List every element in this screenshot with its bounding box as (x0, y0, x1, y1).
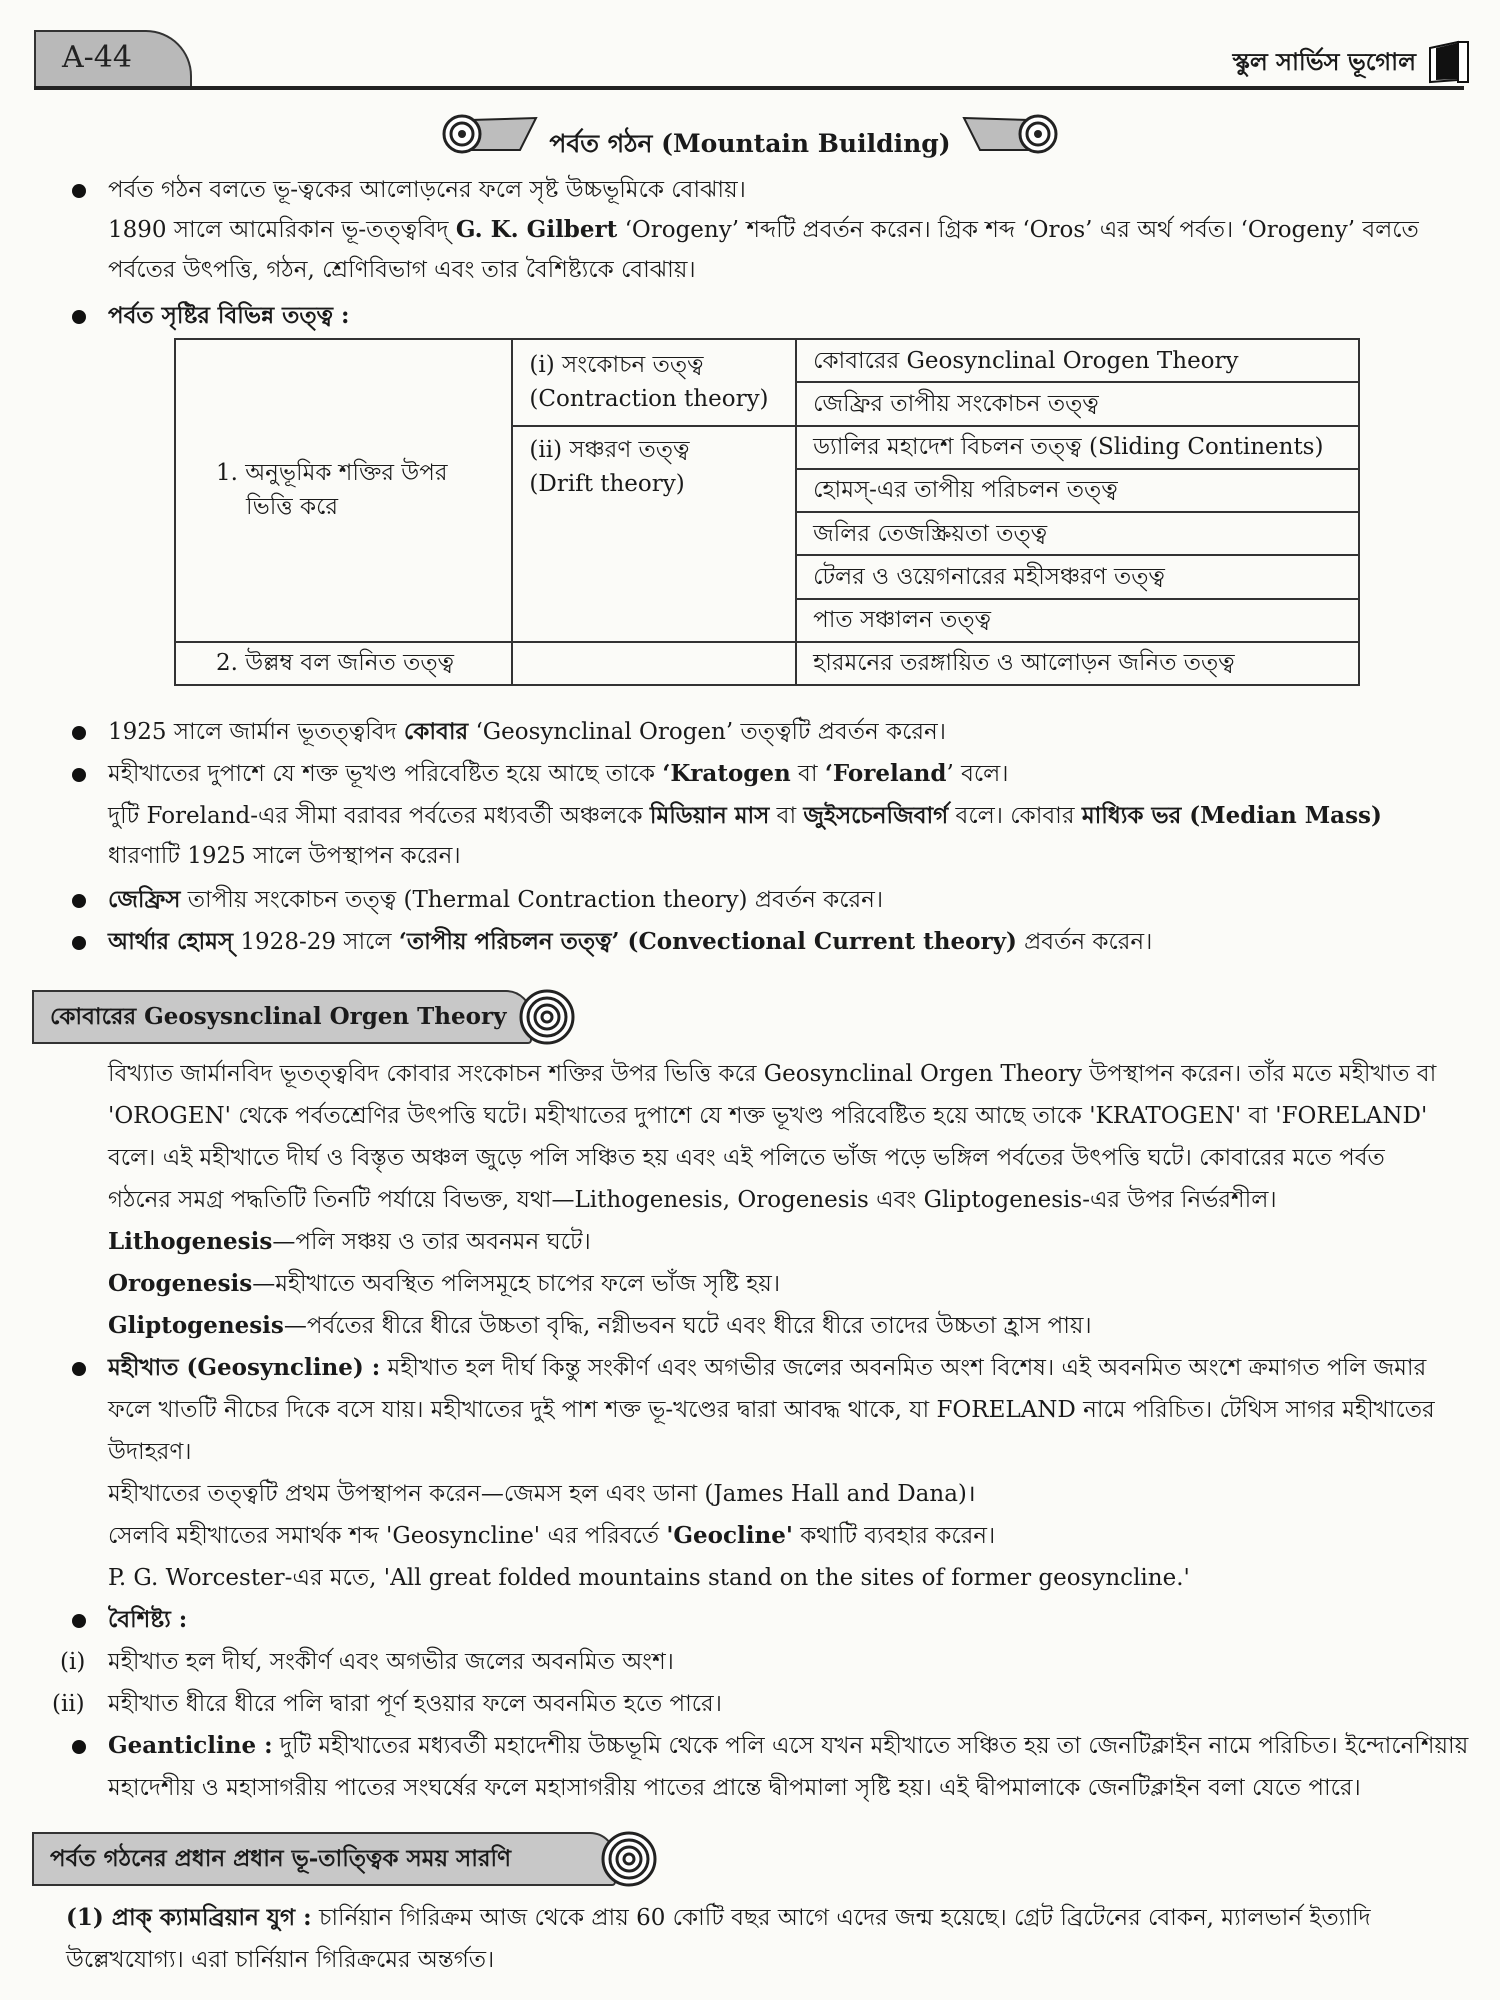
text-run: 1925 সালে জার্মান ভূতত্ত্ববিদ (108, 719, 404, 745)
fact-holmes (108, 922, 1152, 962)
bold-run: Gliptogenesis (108, 1312, 284, 1339)
bold-run: Orogenesis (108, 1270, 253, 1297)
bold-run: জেফ্রিস (108, 886, 181, 913)
fact-kratogen (108, 754, 1008, 794)
theory-cell: জলির তেজস্ক্রিয়তা তত্ত্ব (796, 512, 1359, 555)
coil-ornament-icon (600, 1830, 658, 1888)
bullet-icon (72, 936, 86, 950)
subcategory-drift (512, 426, 796, 642)
theory-cell: পাত সঞ্চালন তত্ত্ব (796, 599, 1359, 642)
bold-run: (1) প্রাক্ ক্যামব্রিয়ান যুগ : (66, 1904, 312, 1931)
subcategory-label: (i) সংকোচন তত্ত্ব (529, 352, 704, 379)
book-title: স্কুল সার্ভিস ভূগোল (1232, 47, 1416, 76)
text-run: ‘Orogeny’ শব্দটি প্রবর্তন করেন। গ্রিক শব্দ ‘Oros’ এর অর্থ পর্বত। ‘Orogeny’ বলতে (617, 217, 1419, 243)
timescale-line-1 (66, 1898, 1371, 1938)
geosyncline-line-3: উদাহরণ। (108, 1439, 192, 1465)
bold-run: কোবার (403, 718, 469, 745)
geosyncline-line-5 (108, 1516, 995, 1556)
geosyncline-line-1 (108, 1348, 1426, 1388)
bullet-icon (72, 894, 86, 908)
bold-run: ‘Kratogen (662, 760, 791, 787)
subcategory-contraction (512, 339, 796, 426)
bold-run: ‘তাপীয় পরিচলন তত্ত্ব’ (Convectional Current theory) (398, 928, 1017, 955)
scroll-ornament-right-icon (960, 112, 1060, 156)
text-run: 1890 সালে আমেরিকান ভূ-তত্ত্ববিদ্ (108, 217, 456, 243)
category-vertical: 2. উল্লম্ব বল জনিত তত্ত্ব (175, 642, 512, 685)
feature-number: (i) (60, 1649, 86, 1675)
text-run: দুটি মহীখাতের মধ্যবর্তী মহাদেশীয় উচ্চভূমি থেকে পলি এসে যখন মহীখাতে সঞ্চিত হয় তা জেনটিক্লাইন নামে পরিচিত। ইন্দোনেশিয়ায় (272, 1733, 1469, 1759)
theory-cell: হোমস্-এর তাপীয় পরিচলন তত্ত্ব (796, 469, 1359, 512)
intro-line-3: পর্বতের উৎপত্তি, গঠন, শ্রেণিবিভাগ এবং তার বৈশিষ্ট্যকে বোঝায়। (108, 257, 696, 283)
geosyncline-line-6: P. G. Worcester-এর মতে, 'All great folded mountains stand on the sites of former geosyncline.' (108, 1565, 1190, 1591)
category-horizontal (175, 339, 512, 642)
bold-run: 'Geocline' (666, 1522, 793, 1549)
subcategory-label: (Drift theory) (529, 470, 685, 497)
empty-cell (512, 642, 796, 685)
bullet-icon (72, 1362, 86, 1376)
bold-run: Lithogenesis (108, 1228, 273, 1255)
kober-para-line-1: বিখ্যাত জার্মানবিদ ভূতত্ত্ববিদ কোবার সংকোচন শক্তির উপর ভিত্তি করে Geosynclinal Orgen Theory উপস্থাপন করেন। তাঁর মতে মহীখাত বা (108, 1061, 1437, 1087)
text-run: বলে। কোবার (948, 803, 1082, 829)
text-run: প্রবর্তন করেন। (1016, 929, 1153, 955)
bullet-icon (72, 184, 86, 198)
geosyncline-line-4: মহীখাতের তত্ত্বটি প্রথম উপস্থাপন করেন—জেমস হল এবং ডানা (James Hall and Dana)। (108, 1481, 976, 1507)
geosyncline-line-2: ফলে খাতটি নীচের দিকে বসে যায়। মহীখাতের দুই পাশ শক্ত ভূ-খণ্ডের দ্বারা আবদ্ধ থাকে, যা FORELAND নামে পরিচিত। টেথিস সাগর মহীখাতের (108, 1397, 1435, 1423)
intro-line-2 (108, 210, 1419, 250)
stage-gliptogenesis (108, 1306, 1092, 1346)
features-heading: বৈশিষ্ট্য : (108, 1606, 188, 1633)
theory-cell: ড্যালির মহাদেশ বিচলন তত্ত্ব (Sliding Continents) (796, 426, 1359, 469)
fact-kober (108, 712, 946, 752)
bold-run: মহীখাত (Geosyncline) : (108, 1354, 381, 1381)
text-run: সেলবি মহীখাতের সমার্থক শব্দ 'Geosyncline' এর পরিবর্তে (108, 1523, 667, 1549)
timescale-banner: পর্বত গঠনের প্রধান প্রধান ভূ-তাত্ত্বিক সময় সারণি (32, 1832, 616, 1886)
bold-run: জুইসচেনজিবার্গ (803, 802, 949, 829)
fact-jeffreys (108, 880, 883, 920)
text-run: চার্নিয়ান গিরিক্রম আজ থেকে প্রায় 60 কোটি বছর আগে এদের জন্ম হয়েছে। গ্রেট ব্রিটেনের বোকন, ম্যালভার্ন ইত্যাদি (311, 1905, 1371, 1931)
kober-banner: কোবারের Geosysnclinal Orgen Theory (32, 990, 532, 1044)
fact-median-mass-cont: ধারণাটি 1925 সালে উপস্থাপন করেন। (108, 843, 461, 869)
bullet-icon (72, 1740, 86, 1754)
text-run: ’ বলে। (946, 761, 1009, 787)
subcategory-label: (Contraction theory) (529, 386, 769, 413)
kober-para-line-4: গঠনের সমগ্র পদ্ধতিটি তিনটি পর্যায়ে বিভক্ত, যথা—Lithogenesis, Orogenesis এবং Gliptogenesis-এর উপর নির্ভরশীল। (108, 1187, 1277, 1213)
geanticline-line-2: মহাদেশীয় ও মহাসাগরীয় পাতের সংঘর্ষের ফলে মহাসাগরীয় পাতের প্রান্তে দ্বীপমালা সৃষ্টি হয়। এই দ্বীপমালাকে জেনটিক্লাইন বলা যেতে পারে। (108, 1775, 1361, 1801)
feature-item: মহীখাত ধীরে ধীরে পলি দ্বারা পূর্ণ হওয়ার ফলে অবনমিত হতে পারে। (108, 1691, 722, 1717)
feature-item: মহীখাত হল দীর্ঘ, সংকীর্ণ এবং অগভীর জলের অবনমিত অংশ। (108, 1649, 674, 1675)
kober-para-line-3: বলে। এই মহীখাতে দীর্ঘ ও বিস্তৃত অঞ্চল জুড়ে পলি সঞ্চিত হয় এবং এই পলিতে ভাঁজ পড়ে ভঙ্গিল পর্বতের উৎপত্তি ঘটে। কোবারের মতে পর্বত (108, 1145, 1385, 1171)
text-run: —পলি সঞ্চয় ও তার অবনমন ঘটে। (272, 1229, 591, 1255)
theories-heading: পর্বত সৃষ্টির বিভিন্ন তত্ত্ব : (108, 302, 350, 329)
fact-median-mass (108, 796, 1382, 836)
text-run: বা (769, 803, 804, 829)
timescale-line-2: উল্লেখযোগ্য। এরা চার্নিয়ান গিরিক্রমের অন্তর্গত। (66, 1947, 495, 1973)
text-run: দুটি Foreland-এর সীমা বরাবর পর্বতের মধ্যবর্তী অঞ্চলকে (108, 803, 650, 829)
feature-number: (ii) (52, 1691, 85, 1717)
text-run: ‘Geosynclinal Orogen’ তত্ত্বটি প্রবর্তন করেন। (468, 719, 946, 745)
page-code: A-44 (62, 40, 132, 75)
text-run: তাপীয় সংকোচন তত্ত্ব (Thermal Contraction theory) প্রবর্তন করেন। (180, 887, 884, 913)
bold-run: আর্থার হোমস্ (108, 928, 234, 955)
bold-run: Geanticline : (108, 1732, 273, 1759)
bold-run: মাধ্যিক ভর (Median Mass) (1081, 802, 1382, 829)
bold-run: ‘Foreland (824, 760, 947, 787)
section-title: পর্বত গঠন (Mountain Building) (549, 129, 951, 158)
text-run: মহীখাতের দুপাশে যে শক্ত ভূখণ্ড পরিবেষ্টিত হয়ে আছে তাকে (108, 761, 663, 787)
header-rule (34, 86, 1464, 90)
bold-run: মিডিয়ান মাস (649, 802, 770, 829)
subcategory-label: (ii) সঞ্চরণ তত্ত্ব (529, 436, 690, 463)
category-label: 1. অনুভূমিক শক্তির উপর (216, 460, 448, 487)
stage-lithogenesis (108, 1222, 591, 1262)
bullet-icon (72, 1614, 86, 1628)
text-run: কথাটি ব্যবহার করেন। (792, 1523, 996, 1549)
theory-cell: টেলর ও ওয়েগনারের মহীসঞ্চরণ তত্ত্ব (796, 555, 1359, 598)
text-run: —মহীখাতে অবস্থিত পলিসমূহে চাপের ফলে ভাঁজ সৃষ্টি হয়। (252, 1271, 781, 1297)
bullet-icon (72, 726, 86, 740)
text-run: 1928-29 সালে (233, 929, 399, 955)
text-run: —পর্বতের ধীরে ধীরে উচ্চতা বৃদ্ধি, নগ্নীভবন ঘটে এবং ধীরে ধীরে তাদের উচ্চতা হ্রাস পায়। (283, 1313, 1092, 1339)
bullet-icon (72, 768, 86, 782)
kober-para-line-2: 'OROGEN' থেকে পর্বতশ্রেণির উৎপত্তি ঘটে। মহীখাতের দুপাশে যে শক্ত ভূখণ্ড পরিবেষ্টিত হয়ে আছে তাকে 'KRATOGEN' বা 'FORELAND' (108, 1103, 1428, 1129)
stage-orogenesis (108, 1264, 780, 1304)
book-icon (1428, 40, 1470, 84)
intro-line-1: পর্বত গঠন বলতে ভূ-ত্বকের আলোড়নের ফলে সৃষ্ট উচ্চভূমিকে বোঝায়। (108, 177, 746, 203)
theory-cell: হারমনের তরঙ্গায়িত ও আলোড়ন জনিত তত্ত্ব (796, 642, 1359, 685)
gilbert-name: G. K. Gilbert (455, 216, 618, 243)
text-run: বা (790, 761, 825, 787)
theory-cell: কোবারের Geosynclinal Orogen Theory (796, 339, 1359, 382)
category-label: ভিত্তি করে (246, 494, 339, 521)
bullet-icon (72, 310, 86, 324)
mountain-theories-table (174, 338, 1360, 686)
theory-cell: জেফ্রির তাপীয় সংকোচন তত্ত্ব (796, 382, 1359, 425)
geanticline-line-1 (108, 1726, 1468, 1766)
text-run: মহীখাত হল দীর্ঘ কিন্তু সংকীর্ণ এবং অগভীর জলের অবনমিত অংশ বিশেষ। এই অবনমিত অংশে ক্রমাগত পলি জমার (380, 1355, 1427, 1381)
coil-ornament-icon (518, 988, 576, 1046)
